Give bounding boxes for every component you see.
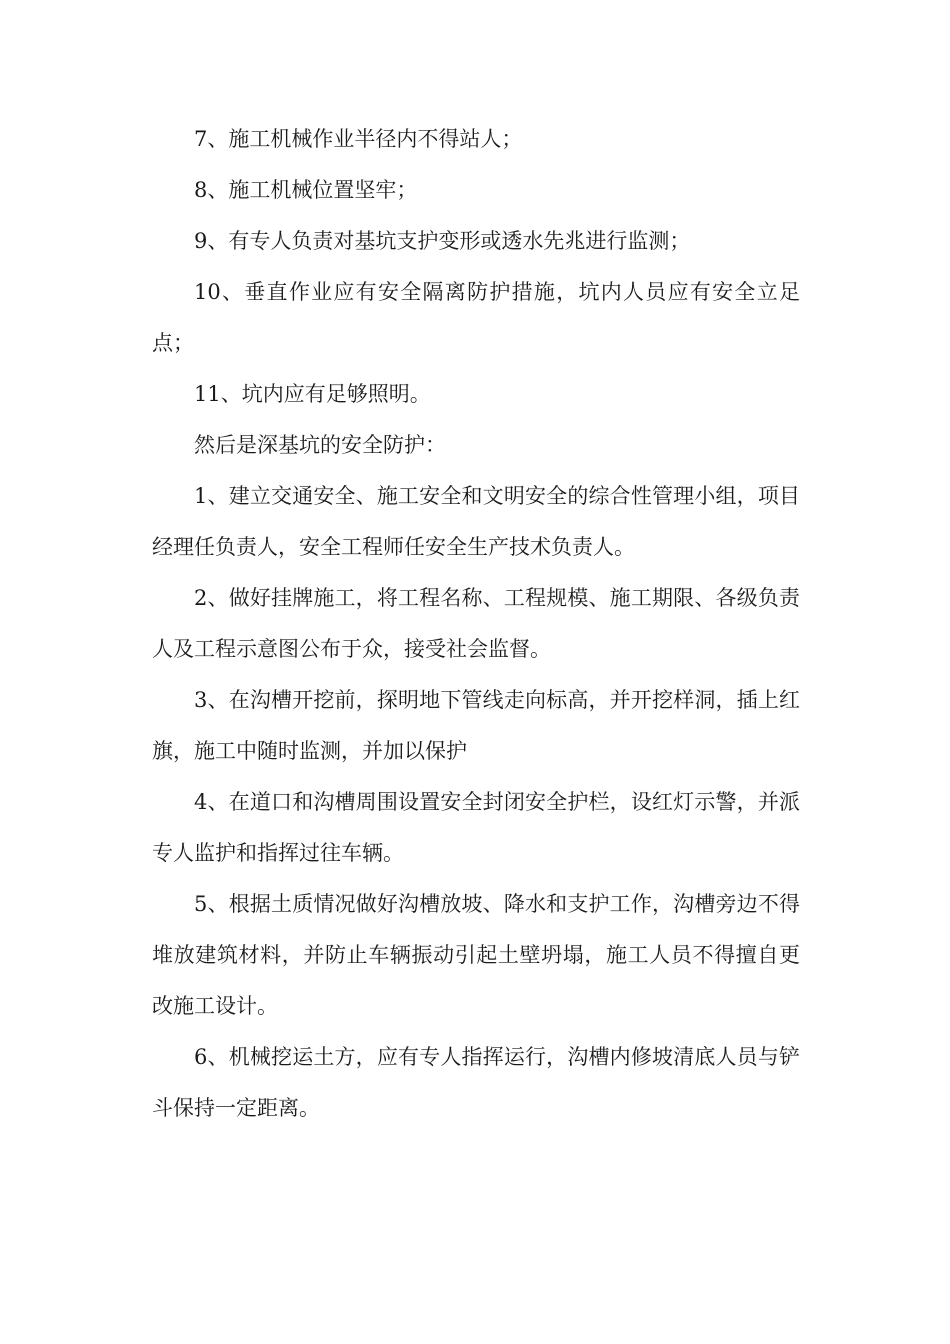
paragraph-item-1: 1、建立交通安全、施工安全和文明安全的综合性管理小组，项目经理任负责人，安全工程师任安全生产技术负责人。 [152, 484, 800, 559]
paragraph-item-9: 9、有专人负责对基坑支护变形或透水先兆进行监测； [194, 229, 691, 253]
paragraph-item-6: 6、机械挖运土方，应有专人指挥运行，沟槽内修坡清底人员与铲斗保持一定距离。 [152, 1045, 800, 1120]
document-body [152, 114, 800, 1134]
paragraph-item-10: 10、垂直作业应有安全隔离防护措施，坑内人员应有安全立足点； [152, 280, 800, 355]
paragraph-item-4: 4、在道口和沟槽周围设置安全封闭安全护栏，设红灯示警，并派专人监护和指挥过往车辆。 [152, 790, 800, 865]
paragraph-item-7: 7、施工机械作业半径内不得站人； [194, 127, 523, 151]
paragraph-item-11: 11、坑内应有足够照明。 [194, 382, 431, 406]
paragraph-item-3: 3、在沟槽开挖前，探明地下管线走向标高，并开挖样洞，插上红旗，施工中随时监测，并加以保护 [152, 688, 800, 763]
paragraph-item-2: 2、做好挂牌施工，将工程名称、工程规模、施工期限、各级负责人及工程示意图公布于众，接受社会监督。 [152, 586, 800, 661]
paragraph-item-5: 5、根据土质情况做好沟槽放坡、降水和支护工作，沟槽旁边不得堆放建筑材料，并防止车辆振动引起土壁坍塌，施工人员不得擅自更改施工设计。 [152, 892, 800, 1018]
section-intro: 然后是深基坑的安全防护： [194, 433, 446, 457]
paragraph-item-8: 8、施工机械位置坚牢； [194, 178, 418, 202]
